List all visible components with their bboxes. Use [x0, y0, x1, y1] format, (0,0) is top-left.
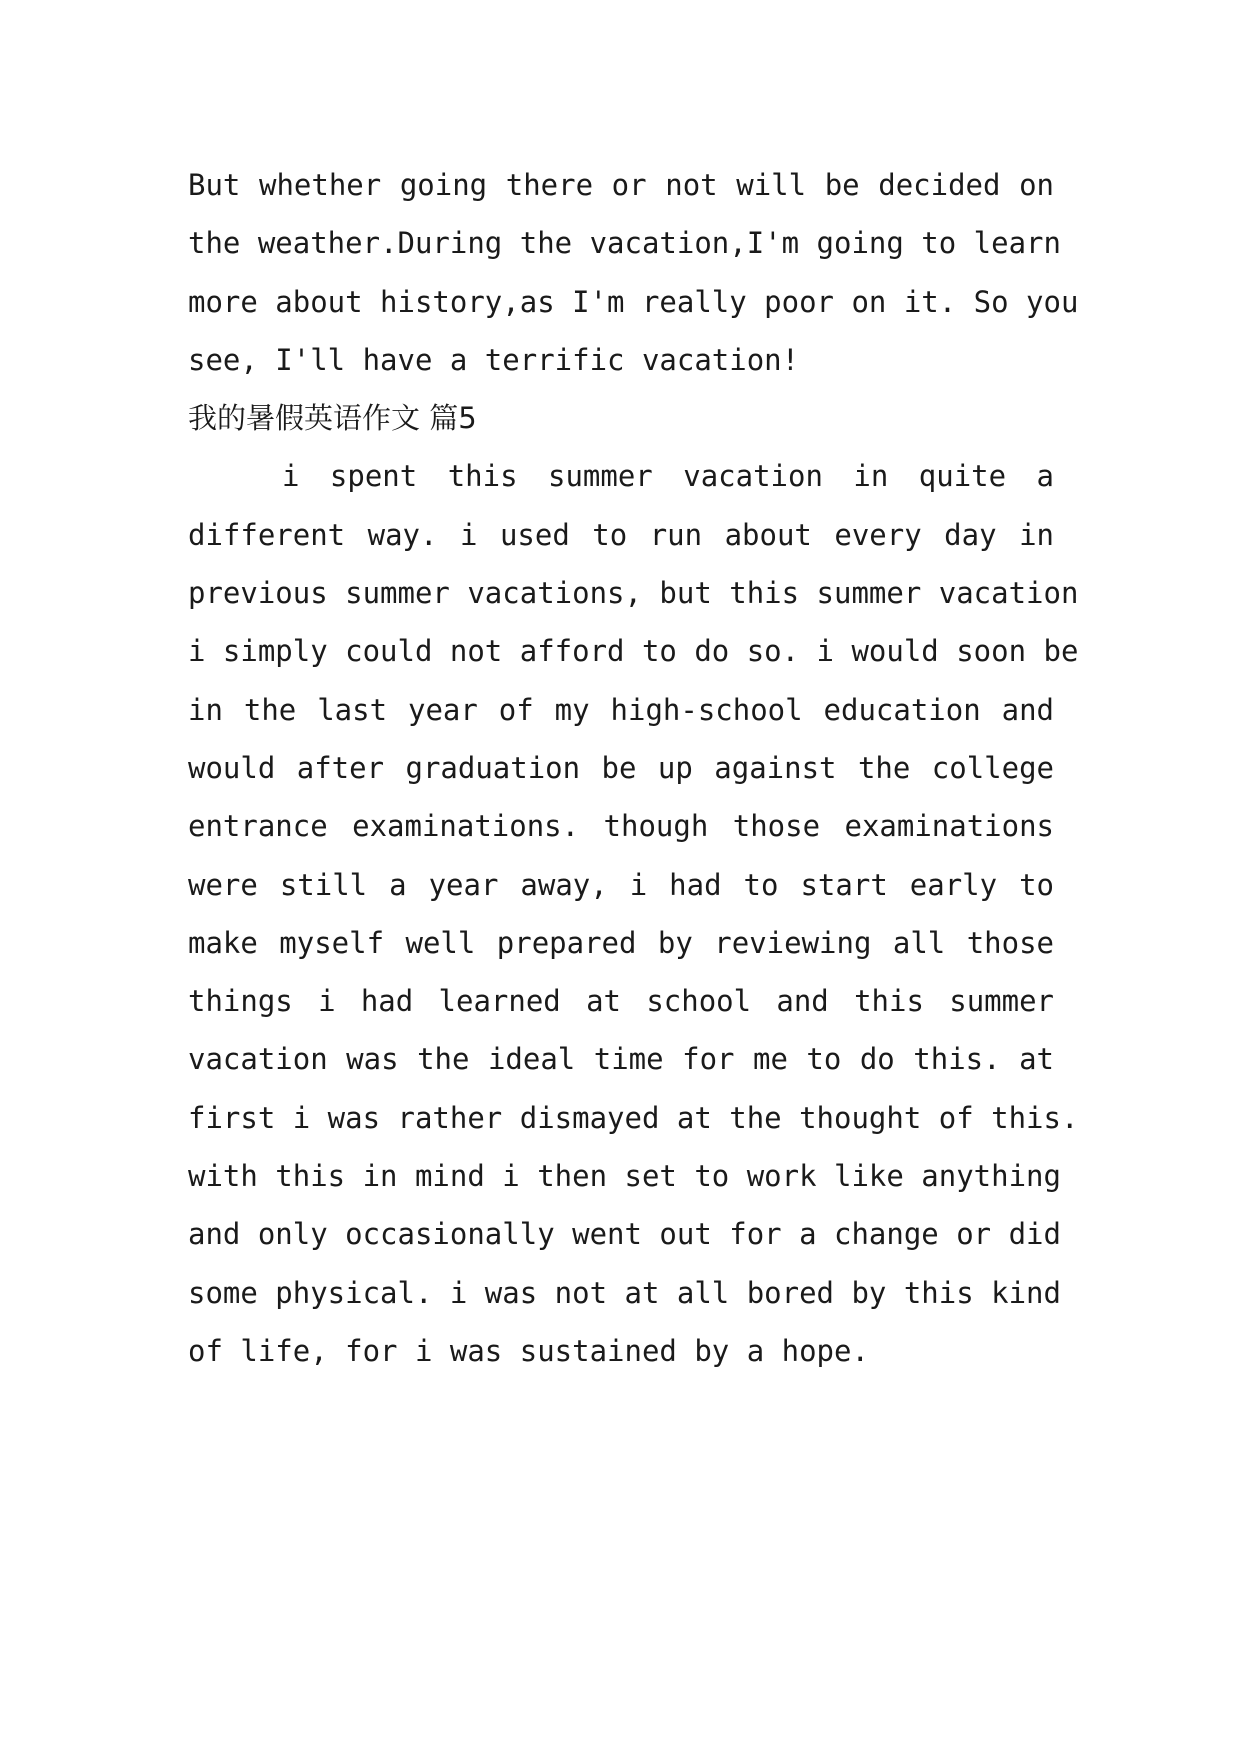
text-line: see, I'll have a terrific vacation!	[188, 342, 800, 377]
text-line: vacation was the ideal time for me to do this. at	[188, 1042, 1054, 1077]
text-line: of life, for i was sustained by a hope.	[188, 1333, 869, 1368]
text-line: i spent this summer vacation in quite a	[282, 459, 1054, 494]
previous-paragraph	[188, 156, 1079, 389]
text-line: different way. i used to run about every day in	[188, 517, 1054, 552]
text-line: more about history,as I'm really poor on it. So you	[188, 284, 1079, 319]
text-line: some physical. i was not at all bored by this kind	[188, 1275, 1061, 1310]
text-line: first i was rather dismayed at the thought of this.	[188, 1100, 1079, 1135]
text-line: with this in mind i then set to work like anything	[188, 1159, 1061, 1194]
text-line: But whether going there or not will be decided on	[188, 168, 1054, 202]
text-line: would after graduation be up against the college	[188, 750, 1054, 785]
text-line: make myself well prepared by reviewing all those	[188, 925, 1054, 960]
text-line: i simply could not afford to do so. i would soon be	[188, 634, 1079, 669]
text-line: previous summer vacations, but this summer vacation	[188, 576, 1079, 611]
section-heading: 我的暑假英语作文 篇5	[188, 401, 477, 436]
text-line: entrance examinations. though those examinations	[188, 809, 1054, 844]
document-body	[188, 156, 1079, 1380]
text-line: and only occasionally went out for a change or did	[188, 1217, 1061, 1252]
text-line: were still a year away, i had to start early to	[188, 867, 1054, 902]
text-line: the weather.During the vacation,I'm going to learn	[188, 226, 1061, 261]
text-line: things i had learned at school and this summer	[188, 984, 1054, 1019]
essay-paragraph	[188, 447, 1079, 1380]
text-line: in the last year of my high-school education and	[188, 692, 1054, 727]
